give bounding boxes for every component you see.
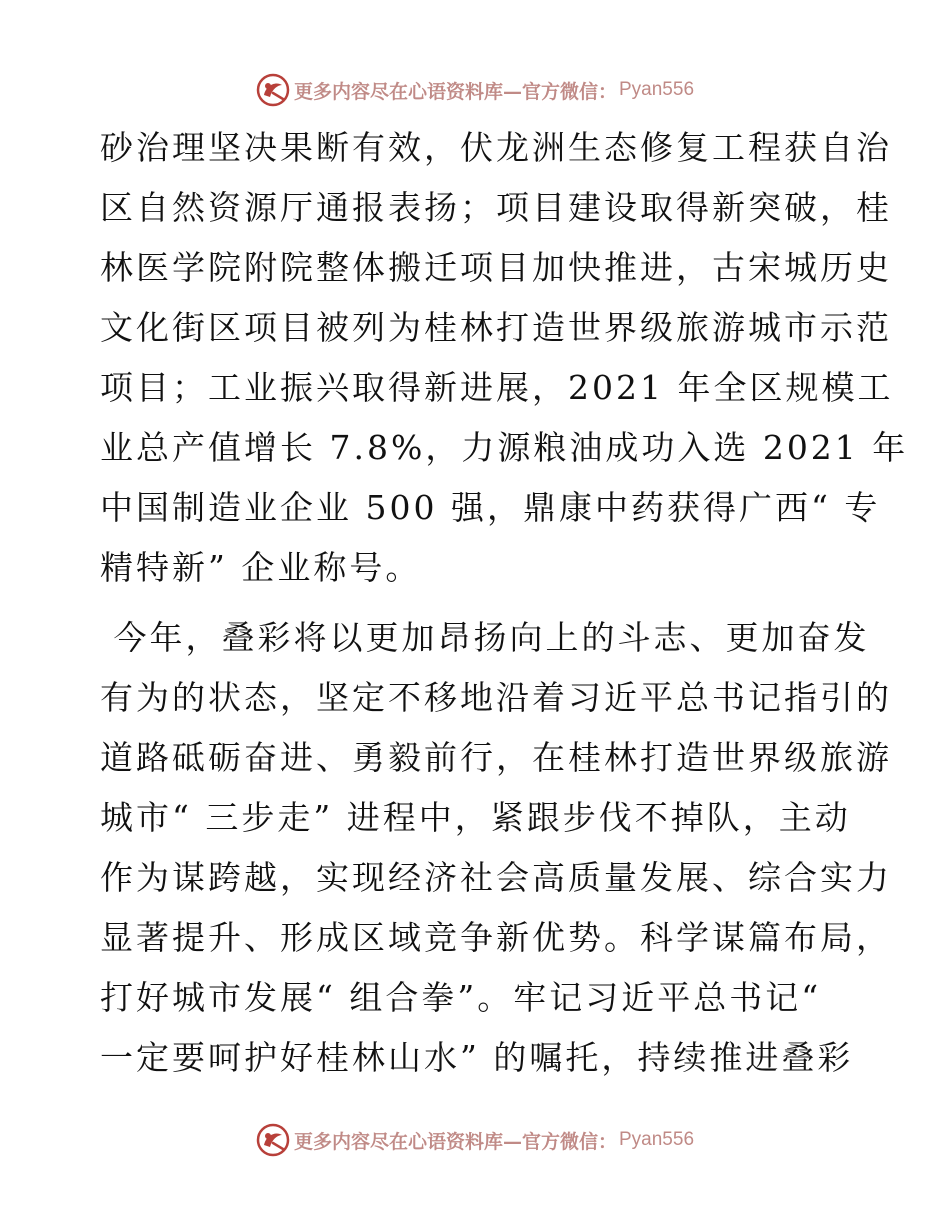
red-swirl-logo-icon [256,73,290,107]
text-line: 文化街区项目被列为桂林打造世界级旅游城市示范 [100,308,892,347]
red-swirl-logo-icon [256,1123,290,1157]
header-brand-text: 更多内容尽在心语资料库—官方微信： [293,80,617,103]
paragraph-1 [100,118,909,598]
text-line: 业总产值增长 7.8%，力源粮油成功入选 2021 年 [100,428,909,467]
text-line: 精特新” 企业称号。 [100,548,422,587]
paragraph-spacer [100,598,850,608]
footer-contact: Pyan556 [619,1129,695,1150]
text-line: 区自然资源厅通报表扬；项目建设取得新突破，桂 [100,188,892,227]
footer-brand-text: 更多内容尽在心语资料库—官方微信： [293,1130,617,1153]
text-line: 打好城市发展“ 组合拳”。牢记习近平总书记“ [100,978,822,1017]
text-line: 显著提升、形成区域竞争新优势。科学谋篇布局， [100,918,892,957]
text-line: 项目；工业振兴取得新进展，2021 年全区规模工 [100,368,894,407]
text-line: 道路砥砺奋进、勇毅前行，在桂林打造世界级旅游 [100,738,892,777]
text-line: 林医学院附院整体搬迁项目加快推进，古宋城历史 [100,248,892,287]
text-line: 一定要呵护好桂林山水” 的嘱托，持续推进叠彩 [100,1038,854,1077]
text-line: 有为的状态，坚定不移地沿着习近平总书记指引的 [100,678,892,717]
text-line: 今年，叠彩将以更加昂扬向上的斗志、更加奋发 [100,618,870,657]
footer-watermark [0,1120,950,1160]
header-contact: Pyan556 [619,79,695,100]
header-watermark [0,70,950,110]
text-line: 中国制造业企业 500 强，鼎康中药获得广西“ 专 [100,488,881,527]
document-body [100,118,909,1088]
text-line: 砂治理坚决果断有效，伏龙洲生态修复工程获自治 [100,128,892,167]
paragraph-2 [100,608,892,1088]
text-line: 作为谋跨越，实现经济社会高质量发展、综合实力 [100,858,892,897]
text-line: 城市“ 三步走” 进程中，紧跟步伐不掉队，主动 [100,798,851,837]
